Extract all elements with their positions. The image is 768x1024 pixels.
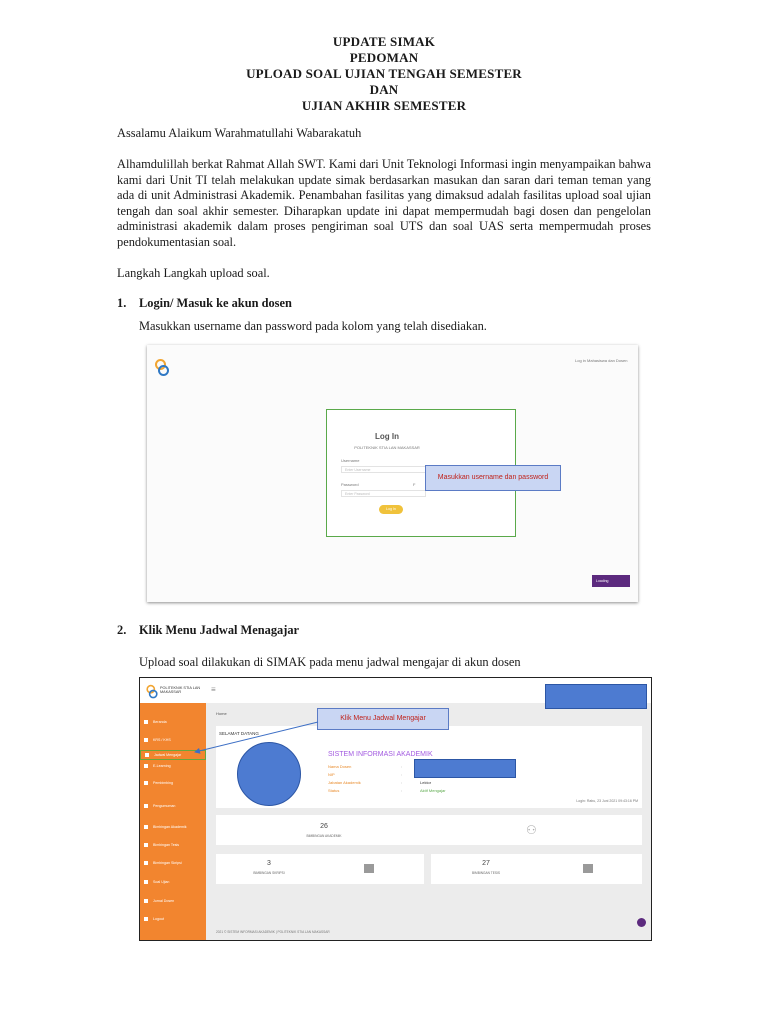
nav-item-soal-ujian[interactable]: Soal Ujian [144, 880, 169, 884]
step-number: 1. [117, 296, 127, 310]
steps-intro: Langkah Langkah upload soal. [117, 266, 270, 280]
title-line: UPLOAD SOAL UJIAN TENGAH SEMESTER [246, 66, 522, 81]
callout-jadwal-mengajar: Klik Menu Jadwal Mengajar [317, 708, 449, 730]
title-line: UJIAN AKHIR SEMESTER [301, 98, 467, 113]
stat-label: BIMBINGAN SKRIPSI [253, 871, 285, 875]
callout-username-password: Masukkan username dan password [425, 465, 561, 491]
profile-values: Lektor Aktif Mengajar [420, 780, 446, 793]
callout-arrow [140, 678, 651, 940]
title-line: UPDATE SIMAK [332, 34, 436, 49]
nav-item-pengumuman[interactable]: Pengumuman [144, 804, 175, 808]
greeting: Assalamu Alaikum Warahmatullahi Wabarakatuh [117, 126, 362, 140]
step-1-description: Masukkan username dan password pada kolom yang telah disediakan. [139, 319, 487, 333]
login-title: Log In [375, 432, 399, 441]
user-icon: ⚇ [526, 823, 537, 837]
nav-item-bimbingan-akademik[interactable]: Bimbingan Akademik [144, 825, 187, 829]
step-2-heading [117, 623, 299, 638]
step-number: 2. [117, 623, 127, 637]
nav-item-pembimbing[interactable]: Pembimbing [144, 781, 173, 785]
username-input[interactable]: Enter Username [341, 466, 426, 473]
chat-widget[interactable]: Loading [592, 575, 630, 587]
title-line: PEDOMAN [349, 50, 419, 65]
forgot-link[interactable]: F [413, 482, 416, 487]
top-login-link[interactable]: Log in Mahasiswa dan Dosen [575, 358, 628, 363]
nav-item-bimbingan-tesis[interactable]: Bimbingan Tesis [144, 843, 179, 847]
profile-colons: : : : : [401, 764, 403, 793]
password-input[interactable]: Enter Password [341, 490, 426, 497]
login-button[interactable]: Log In [379, 505, 403, 514]
login-screenshot [147, 345, 638, 602]
menu-toggle-icon[interactable]: ≡ [211, 685, 216, 694]
username-label: Username [341, 458, 360, 463]
welcome-label: SELAMAT DATANG [219, 731, 259, 736]
nav-item-logout[interactable]: Logout [144, 917, 164, 921]
stat-value: 26 [320, 823, 328, 830]
stat-label: BIMBINGAN TESIS [472, 871, 500, 875]
breadcrumb: Home [216, 711, 227, 716]
nav-item-krs[interactable]: KRS / KHS [144, 738, 171, 742]
nav-item-jadwal-mengajar[interactable]: Jadwal Mengajar [140, 750, 206, 760]
nav-item-bimbingan-skripsi[interactable]: Bimbingan Skripsi [144, 861, 182, 865]
profile-labels: Nama Dosen NIP Jabatan Akademik Status [328, 764, 361, 793]
login-subtitle: POLITEKNIK STIA LAN MAKASSAR [354, 445, 420, 450]
system-title: SISTEM INFORMASI AKADEMIK [328, 751, 433, 758]
step-title: Klik Menu Jadwal Menagajar [139, 623, 300, 637]
nav-item-beranda[interactable]: Beranda [144, 720, 167, 724]
footer: 2021 © SISTEM INFORMASI AKADEMIK | POLITEKNIK STIA LAN MAKASSAR [216, 930, 330, 934]
step-2-description: Upload soal dilakukan di SIMAK pada menu jadwal mengajar di akun dosen [139, 655, 521, 669]
last-login: Login: Rabu, 23 Juni 2021 09:43:16 PM [576, 799, 638, 803]
brand-name: POLITEKNIK STIA LAN MAKASSAR [160, 686, 201, 694]
stat-label: BIMBINGAN AKADEMIK [306, 834, 342, 838]
password-label: Password [341, 482, 359, 487]
intro-paragraph: Alhamdulillah berkat Rahmat Allah SWT. Kami dari Unit Teknologi Informasi ingin menyampaikan bahwa kami dari Unit TI telah melakukan update simak berdasarkan masukan dan saran dari teman teman yang ada di unit Administrasi Akademik. Penambahan fasilitas yang dimaksud adalah fasilitas upload soal ujian tengah dan soal akhir semester. Diharapkan update ini dapat mempermudah bagi dosen dan pengelolan administrasi akademik dalam proses pengiriman soal UTS dan soal UAS serta mempermudah proses pendokumentasian soal. [117, 157, 651, 249]
nav-item-jurnal-dosen[interactable]: Jurnal Dosen [144, 899, 174, 903]
document-title [0, 34, 768, 114]
dashboard-screenshot [139, 677, 652, 941]
stat-value: 3 [267, 860, 271, 867]
nav-item-elearning[interactable]: E-Learning [144, 764, 171, 768]
stat-value: 27 [482, 860, 490, 867]
logo-icon [155, 359, 169, 377]
title-line: DAN [369, 82, 399, 97]
step-title: Login/ Masuk ke akun dosen [139, 296, 292, 310]
step-1-heading [117, 296, 292, 311]
